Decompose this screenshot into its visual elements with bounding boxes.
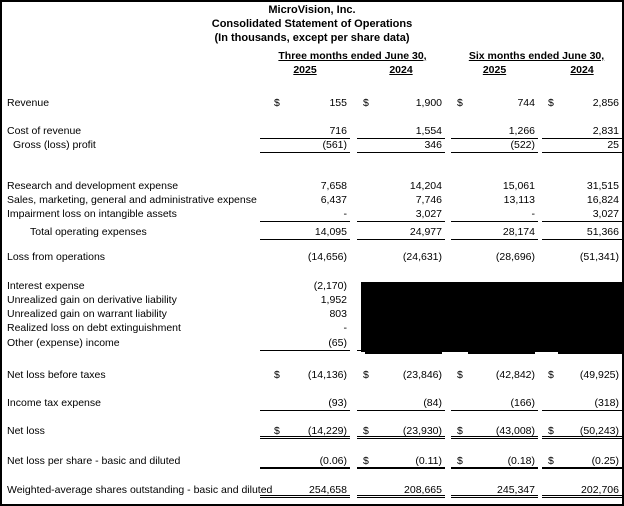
currency-symbol: $ <box>363 455 369 467</box>
currency-symbol <box>542 251 548 265</box>
column-group-six-months: Six months ended June 30, <box>468 50 605 62</box>
currency-symbol <box>260 322 274 336</box>
currency-symbol <box>357 125 363 138</box>
currency-symbol <box>357 226 363 239</box>
table-cell <box>357 139 445 153</box>
currency-symbol <box>260 251 274 265</box>
currency-symbol <box>542 125 548 138</box>
currency-symbol: $ <box>548 455 554 467</box>
table-cell <box>357 369 445 383</box>
table-cell <box>357 97 445 111</box>
table-cell <box>451 194 538 208</box>
cell-value: 3,027 <box>415 208 442 220</box>
table-row <box>2 194 622 208</box>
cell-value: 1,266 <box>508 125 535 137</box>
cell-value: - <box>531 208 535 220</box>
underline-segment <box>558 352 622 354</box>
table-cell <box>260 280 350 294</box>
table-row <box>2 425 622 439</box>
cell-value: (42,842) <box>495 369 535 381</box>
table-cell <box>357 226 445 240</box>
cell-value: 716 <box>329 125 347 137</box>
year-header <box>260 64 350 76</box>
cell-value: 14,095 <box>314 226 347 238</box>
cell-value: (0.11) <box>415 455 442 467</box>
currency-symbol <box>542 194 548 208</box>
table-cell <box>357 425 445 439</box>
cell-value: (561) <box>322 139 347 151</box>
cell-value: (0.18) <box>507 455 535 467</box>
currency-symbol <box>260 125 274 138</box>
currency-symbol <box>260 455 274 467</box>
cell-value: 14,204 <box>409 180 442 192</box>
table-cell <box>451 125 538 139</box>
cell-value: (51,341) <box>579 251 619 263</box>
cell-value: 1,952 <box>320 294 347 306</box>
cell-value: 13,113 <box>503 194 535 206</box>
cell-value: (65) <box>328 337 347 349</box>
cell-value: 25 <box>607 139 619 151</box>
currency-symbol <box>260 484 274 495</box>
table-cell <box>357 251 445 265</box>
table-cell <box>451 455 538 469</box>
table-row <box>2 180 622 194</box>
cell-value: 15,061 <box>502 180 535 192</box>
row-label: Interest expense <box>7 280 85 292</box>
table-cell <box>542 369 622 383</box>
table-row <box>2 226 622 240</box>
currency-symbol <box>542 226 548 239</box>
currency-symbol: $ <box>457 425 463 437</box>
table-row <box>2 139 622 153</box>
cell-value: 7,746 <box>415 194 442 206</box>
cell-value: (0.25) <box>591 455 619 467</box>
currency-symbol <box>260 139 274 152</box>
row-label: Research and development expense <box>7 180 179 192</box>
row-label: Revenue <box>7 97 50 109</box>
row-label: Net loss per share - basic and diluted <box>7 455 181 467</box>
row-label: Loss from operations <box>7 251 106 263</box>
currency-symbol <box>451 139 457 152</box>
cell-value: 803 <box>329 308 347 320</box>
cell-value: (14,656) <box>307 251 347 263</box>
cell-value: 744 <box>517 97 535 109</box>
currency-symbol <box>451 208 457 221</box>
cell-value: (84) <box>423 397 442 409</box>
currency-symbol <box>451 484 457 495</box>
cell-value: (93) <box>328 397 347 409</box>
currency-symbol <box>260 337 274 350</box>
table-cell <box>260 425 350 439</box>
year-label: 2024 <box>570 64 594 76</box>
currency-symbol <box>260 308 274 322</box>
cell-value: 28,174 <box>502 226 535 238</box>
table-row <box>2 455 622 469</box>
currency-symbol: $ <box>548 425 554 437</box>
table-cell <box>542 97 622 111</box>
currency-symbol <box>357 194 363 208</box>
currency-symbol <box>542 484 548 495</box>
currency-symbol <box>451 194 457 208</box>
cell-value: 31,515 <box>586 180 619 192</box>
currency-symbol <box>451 180 457 194</box>
cell-value: 1,900 <box>415 97 442 109</box>
currency-symbol <box>260 180 274 194</box>
table-row <box>2 484 622 498</box>
year-label: 2024 <box>389 64 413 76</box>
table-cell <box>542 226 622 240</box>
cell-value: 1,554 <box>415 125 442 137</box>
table-cell <box>542 484 622 498</box>
table-row <box>2 369 622 383</box>
year-header <box>357 64 445 76</box>
column-group-three-months: Three months ended June 30, <box>278 50 427 62</box>
table-row <box>2 397 622 411</box>
table-cell <box>260 484 350 498</box>
table-cell <box>542 208 622 222</box>
row-label: Impairment loss on intangible assets <box>7 208 177 220</box>
currency-symbol <box>542 208 548 221</box>
cell-value: (24,631) <box>402 251 442 263</box>
currency-symbol: $ <box>363 369 369 381</box>
table-cell <box>260 337 350 351</box>
table-cell <box>542 139 622 153</box>
cell-value: 2,831 <box>592 125 619 137</box>
units-note: (In thousands, except per share data) <box>214 32 410 44</box>
table-cell <box>260 97 350 111</box>
statement-title: Consolidated Statement of Operations <box>211 18 413 30</box>
table-cell <box>542 180 622 194</box>
row-label: Realized loss on debt extinguishment <box>7 322 181 334</box>
table-row <box>2 97 622 111</box>
currency-symbol <box>357 208 363 221</box>
cell-value: (318) <box>594 397 619 409</box>
table-cell <box>451 425 538 439</box>
cell-value: (522) <box>510 139 535 151</box>
table-cell <box>357 397 445 411</box>
currency-symbol <box>260 294 274 308</box>
cell-value: (14,136) <box>307 369 347 381</box>
cell-value: 2,856 <box>592 97 619 109</box>
row-label: Total operating expenses <box>30 226 147 238</box>
currency-symbol: $ <box>274 369 280 381</box>
currency-symbol <box>542 139 548 152</box>
currency-symbol <box>260 280 274 294</box>
cell-value: (23,846) <box>402 369 442 381</box>
table-cell <box>260 208 350 222</box>
table-cell <box>542 125 622 139</box>
currency-symbol: $ <box>548 369 554 381</box>
table-cell <box>260 226 350 240</box>
currency-symbol <box>260 226 274 239</box>
currency-symbol <box>451 226 457 239</box>
table-cell <box>451 139 538 153</box>
currency-symbol: $ <box>548 97 554 109</box>
currency-symbol: $ <box>457 455 463 467</box>
row-label: Sales, marketing, general and administrative expense <box>7 194 257 206</box>
table-cell <box>357 455 445 469</box>
table-cell <box>357 180 445 194</box>
cell-value: (14,229) <box>307 425 347 437</box>
cell-value: 346 <box>424 139 442 151</box>
cell-value: 16,824 <box>586 194 619 206</box>
year-label: 2025 <box>293 64 317 76</box>
table-cell <box>260 397 350 411</box>
table-cell <box>451 226 538 240</box>
cell-value: 24,977 <box>409 226 442 238</box>
currency-symbol <box>357 180 363 194</box>
row-label: Unrealized gain on derivative liability <box>7 294 177 306</box>
currency-symbol: $ <box>274 425 280 437</box>
table-cell <box>542 397 622 411</box>
cell-value: (43,008) <box>495 425 535 437</box>
table-cell <box>260 180 350 194</box>
table-cell <box>260 251 350 265</box>
year-header <box>542 64 622 76</box>
table-cell <box>542 194 622 208</box>
table-cell <box>357 208 445 222</box>
cell-value: 208,665 <box>404 484 442 496</box>
cell-value: 51,366 <box>586 226 619 238</box>
currency-symbol: $ <box>363 97 369 109</box>
table-cell <box>260 322 350 336</box>
cell-value: 155 <box>329 97 347 109</box>
row-label: Other (expense) income <box>7 337 120 349</box>
cell-value: 245,347 <box>497 484 535 496</box>
redaction-box <box>361 282 622 352</box>
currency-symbol <box>260 208 274 221</box>
row-label: Net loss before taxes <box>7 369 106 381</box>
cell-value: (23,930) <box>402 425 442 437</box>
currency-symbol <box>260 397 274 410</box>
cell-value: (2,170) <box>313 280 347 292</box>
company-title: MicroVision, Inc. <box>268 4 356 16</box>
currency-symbol: $ <box>457 369 463 381</box>
cell-value: (50,243) <box>579 425 619 437</box>
cell-value: (28,696) <box>495 251 535 263</box>
table-cell <box>542 251 622 265</box>
table-cell <box>451 97 538 111</box>
cell-value: 254,658 <box>309 484 347 496</box>
underline-segment <box>468 352 535 354</box>
currency-symbol: $ <box>457 97 463 109</box>
currency-symbol <box>451 251 457 265</box>
cell-value: (49,925) <box>579 369 619 381</box>
row-label: Unrealized gain on warrant liability <box>7 308 167 320</box>
currency-symbol <box>260 194 274 208</box>
table-cell <box>451 180 538 194</box>
table-cell <box>260 294 350 308</box>
table-cell <box>357 125 445 139</box>
table-cell <box>260 455 350 469</box>
table-cell <box>451 369 538 383</box>
table-cell <box>260 194 350 208</box>
row-label: Gross (loss) profit <box>13 139 96 151</box>
table-cell <box>542 425 622 439</box>
cell-value: 6,437 <box>320 194 347 206</box>
table-row <box>2 208 622 222</box>
cell-value: (0.06) <box>319 455 347 467</box>
table-cell <box>451 397 538 411</box>
table-cell <box>451 251 538 265</box>
currency-symbol: $ <box>363 425 369 437</box>
year-label: 2025 <box>482 64 507 76</box>
table-cell <box>542 455 622 469</box>
table-cell <box>260 369 350 383</box>
table-cell <box>451 208 538 222</box>
cell-value: 202,706 <box>581 484 619 496</box>
currency-symbol <box>357 484 363 495</box>
row-label: Net loss <box>7 425 45 437</box>
cell-value: (166) <box>510 397 535 409</box>
table-cell <box>260 139 350 153</box>
currency-symbol <box>357 397 363 410</box>
row-label: Cost of revenue <box>7 125 82 137</box>
table-cell <box>357 484 445 498</box>
table-cell <box>260 308 350 322</box>
table-cell <box>451 484 538 498</box>
currency-symbol <box>357 251 363 265</box>
currency-symbol <box>451 397 457 410</box>
currency-symbol <box>542 180 548 194</box>
currency-symbol <box>357 139 363 152</box>
table-row <box>2 125 622 139</box>
cell-value: 3,027 <box>592 208 619 220</box>
cell-value: 7,658 <box>320 180 347 192</box>
table-cell <box>260 125 350 139</box>
year-header <box>451 64 538 76</box>
table-row <box>2 251 622 265</box>
underline-segment <box>365 352 442 354</box>
currency-symbol: $ <box>274 97 280 109</box>
currency-symbol <box>451 125 457 138</box>
currency-symbol <box>542 397 548 410</box>
row-label: Income tax expense <box>7 397 101 409</box>
cell-value: - <box>343 208 347 220</box>
cell-value: - <box>343 322 347 334</box>
row-label: Weighted-average shares outstanding - basic and diluted <box>7 484 273 496</box>
table-cell <box>357 194 445 208</box>
